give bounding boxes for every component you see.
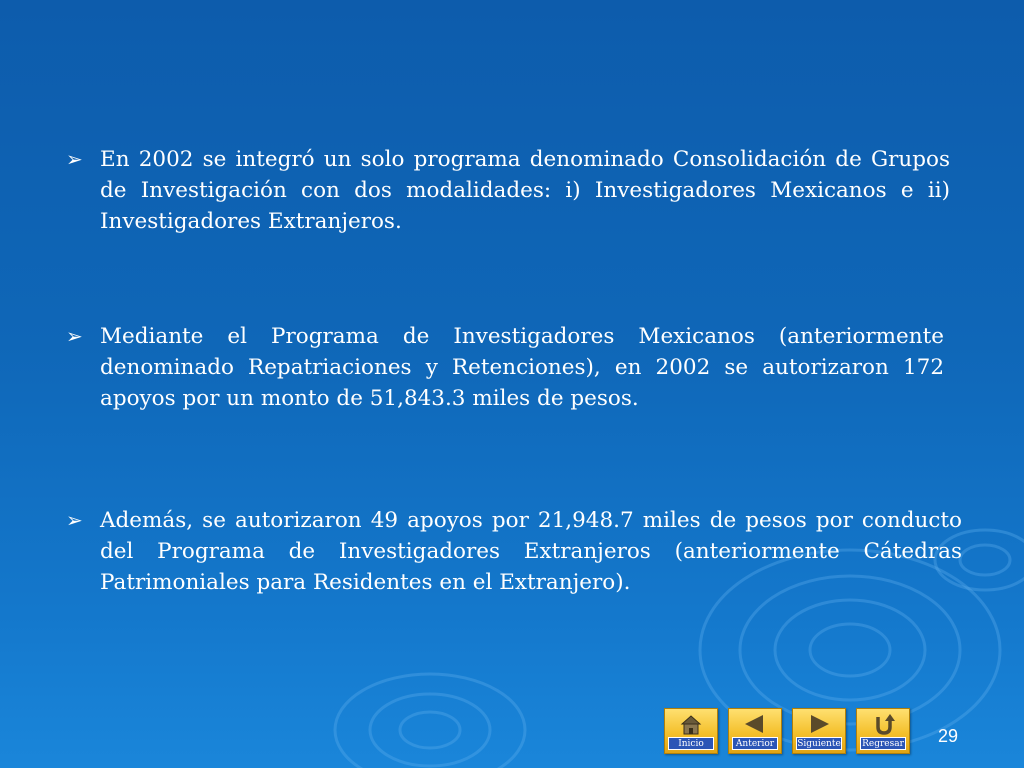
page-number: 29	[938, 726, 959, 746]
home-button[interactable]	[664, 708, 718, 754]
previous-label: Anterior	[732, 737, 778, 750]
navigation-bar	[664, 708, 920, 754]
bullet-item-2	[62, 321, 944, 414]
arrow-bullet-icon: ➢	[66, 324, 83, 348]
next-button[interactable]	[792, 708, 846, 754]
previous-button[interactable]	[728, 708, 782, 754]
bullet-text: Además, se autorizaron 49 apoyos por 21,948.7 miles de pesos por conducto del Programa de Investigadores Extranjeros (anteriormente Cátedras Patrimoniales para Residentes en el Extranjero).	[100, 508, 962, 595]
bullet-item-1	[62, 144, 950, 237]
arrow-bullet-icon: ➢	[66, 508, 83, 532]
bullet-item-3	[62, 505, 962, 598]
home-label: Inicio	[668, 737, 714, 750]
return-arrow-icon	[857, 711, 909, 737]
bullet-text: Mediante el Programa de Investigadores Mexicanos (anteriormente denominado Repatriaciones y Retenciones), en 2002 se autorizaron 172 apoyos por un monto de 51,843.3 miles de pesos.	[100, 324, 944, 411]
arrow-bullet-icon: ➢	[66, 147, 83, 171]
arrow-right-icon	[793, 711, 845, 737]
bullet-text: En 2002 se integró un solo programa denominado Consolidación de Grupos de Investigación con dos modalidades: i) Investigadores Mexicanos e ii) Investigadores Extranjeros.	[100, 147, 950, 234]
arrow-left-icon	[729, 711, 781, 737]
return-button[interactable]	[856, 708, 910, 754]
home-icon	[665, 711, 717, 737]
return-label: Regresar	[860, 737, 906, 750]
next-label: Siguiente	[797, 739, 841, 749]
